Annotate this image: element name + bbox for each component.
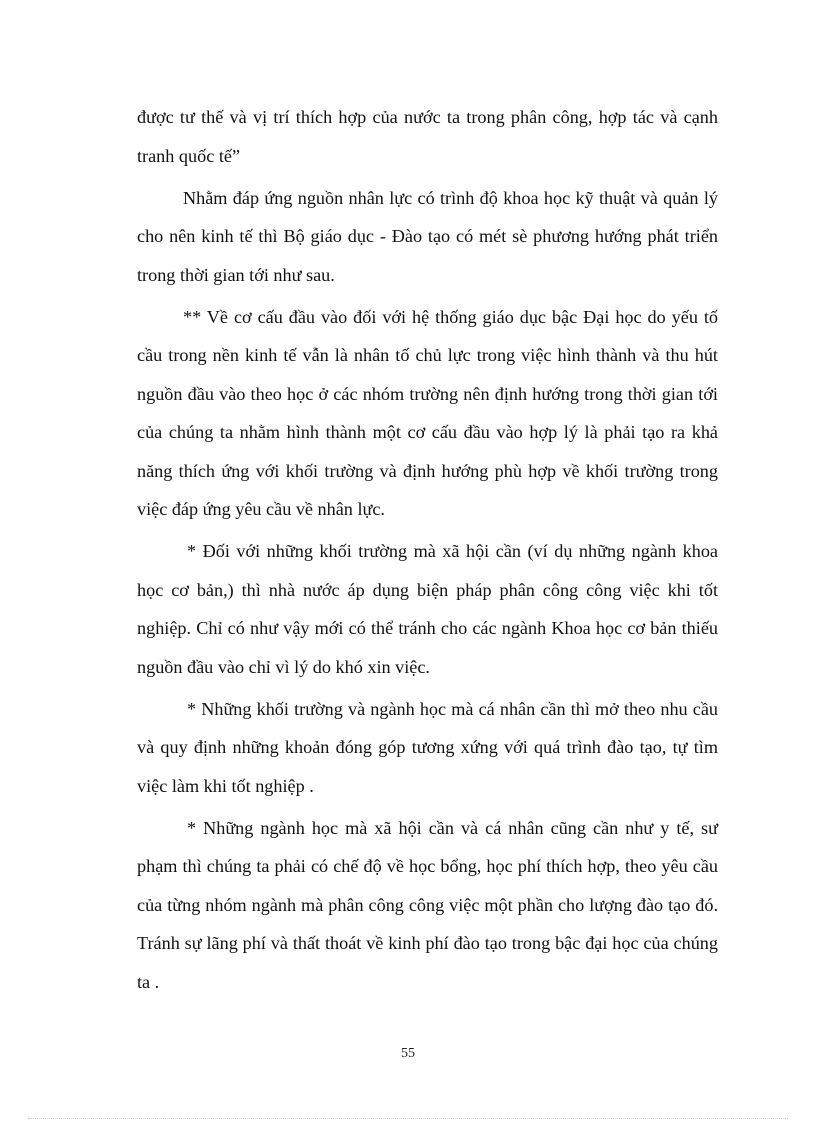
page-body	[137, 98, 718, 1001]
paragraph-human-resources: Nhằm đáp ứng nguồn nhân lực có trình độ khoa học kỹ thuật và quản lý cho nên kinh tế thì Bộ giáo dục - Đào tạo có mét sè phương hướng phát triển trong thời gian tới như sau.	[137, 187, 718, 285]
page-bottom-divider	[28, 1118, 788, 1119]
paragraph-continuation: được tư thế và vị trí thích hợp của nước ta trong phân công, hợp tác và cạnh tranh quốc tế”	[137, 107, 718, 166]
paragraph-society-needs: * Đối với những khối trường mà xã hội cần (ví dụ những ngành khoa học cơ bản,) thì nhà nước áp dụng biện pháp phân công công việc khi tốt nghiệp. Chỉ có như vậy mới có thể tránh cho các ngành Khoa học cơ bản thiếu nguồn đầu vào chỉ vì lý do khó xin việc.	[137, 541, 718, 677]
paragraph-input-structure: ** Về cơ cấu đầu vào đối với hệ thống giáo dục bậc Đại học do yếu tố cầu trong nền kinh tế vẫn là nhân tố chủ lực trong việc hình thành và thu hút nguồn đầu vào theo học ở các nhóm trường nên định hướng trong thời gian tới của chúng ta nhằm hình thành một cơ cấu đầu vào hợp lý là phải tạo ra khả năng thích ứng với khối trường và định hướng phù hợp về khối trường trong việc đáp ứng yêu cầu về nhân lực.	[137, 306, 718, 519]
page-number: 55	[401, 1046, 415, 1061]
paragraph-both-needs: * Những ngành học mà xã hội cần và cá nhân cũng cần như y tế, sư phạm thì chúng ta phải có chế độ về học bổng, học phí thích hợp, theo yêu cầu của từng nhóm ngành mà phân công công việc một phần cho lượng đào tạo đó. Tránh sự lãng phí và thất thoát về kinh phí đào tạo trong bậc đại học của chúng ta .	[137, 817, 718, 992]
paragraph-individual-needs: * Những khối trường và ngành học mà cá nhân cần thì mở theo nhu cầu và quy định những khoản đóng góp tương xứng với quá trình đào tạo, tự tìm việc làm khi tốt nghiệp .	[137, 698, 718, 796]
